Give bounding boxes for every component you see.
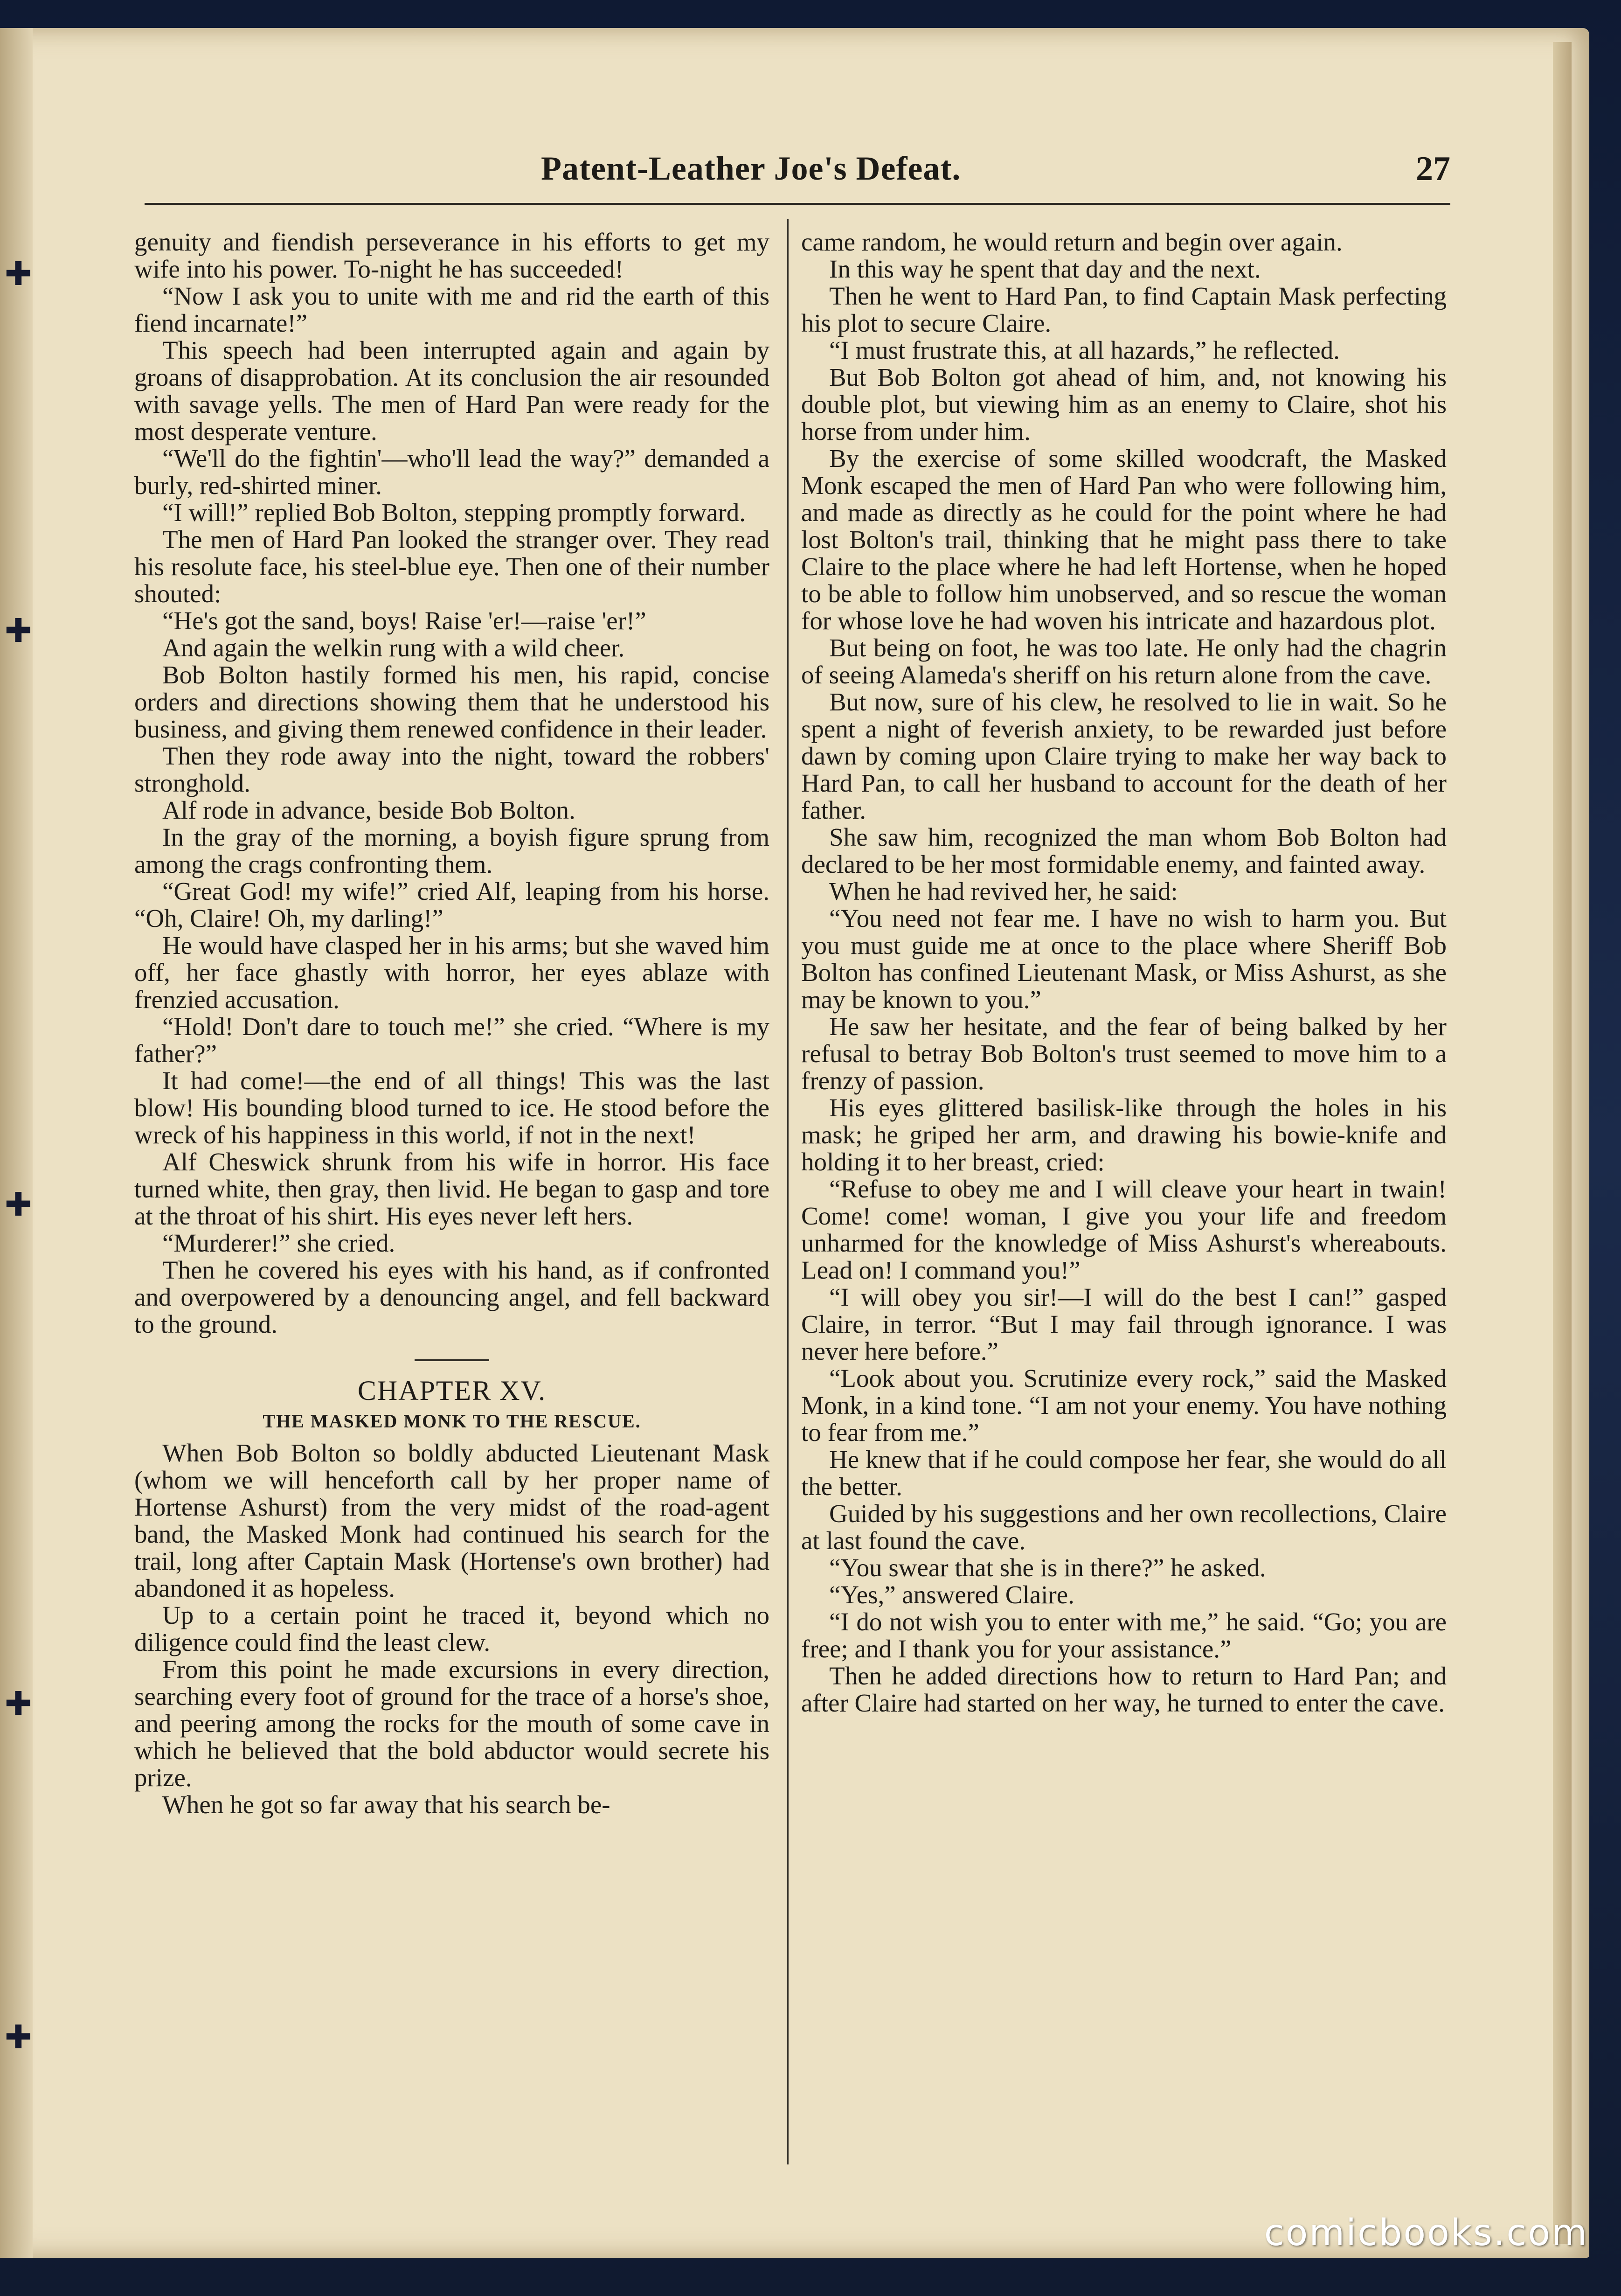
paragraph: Then they rode away into the night, toward the robbers' stronghold. (134, 742, 769, 797)
paragraph: “He's got the sand, boys! Raise 'er!—raise 'er!” (162, 606, 646, 635)
paragraph: “I will obey you sir!—I will do the best I can!” gasped Claire, in terror. “But I may fail through ignorance. I was never here before.” (801, 1283, 1447, 1365)
paragraph: By the exercise of some skilled woodcraft, the Masked Monk escaped the men of Hard Pan who were following him, and made as directly as he could for the point where he had lost Bolton's trail, thinking that he might pass there to take Claire to the place where he had left Hortense, when he hoped to be able to follow him unobserved, and so rescue the woman for whose love he had woven his intricate and hazardous plot. (801, 444, 1447, 635)
paragraph: His eyes glittered basilisk-like through the holes in his mask; he griped her arm, and drawing his bowie-knife and holding it to her breast, cried: (801, 1093, 1447, 1176)
paragraph: genuity and fiendish perseverance in his efforts to get my wife into his power. To-night he has succeeded! (134, 228, 769, 283)
paragraph: “Look about you. Scrutinize every rock,” said the Masked Monk, in a kind tone. “I am not your enemy. You have nothing to fear from me.” (801, 1364, 1447, 1447)
running-header (135, 140, 1450, 205)
paragraph: But being on foot, he was too late. He only had the chagrin of seeing Alameda's sheriff on his return alone from the cave. (801, 633, 1447, 689)
paragraph: “Hold! Don't dare to touch me!” she cried. “Where is my father?” (134, 1012, 769, 1068)
paragraph: It had come!—the end of all things! This was the last blow! His bounding blood turned to ice. He stood before the wreck of his happiness in this world, if not in the next! (134, 1066, 769, 1149)
page-title: Patent-Leather Joe's Defeat. (541, 150, 961, 187)
page-edge (1553, 42, 1572, 2244)
paragraph: Alf Cheswick shrunk from his wife in horror. His face turned white, then gray, then livid. He began to gasp and tore at the throat of his shirt. His eyes never left hers. (134, 1148, 769, 1230)
paragraph: In this way he spent that day and the next. (829, 255, 1261, 283)
paragraph: But Bob Bolton got ahead of him, and, not knowing his double plot, but viewing him as an enemy to Claire, shot his horse from under him. (801, 363, 1447, 445)
page-binding (0, 28, 33, 2258)
paragraph: Up to a certain point he traced it, beyond which no diligence could find the least clew. (134, 1601, 769, 1656)
column-divider (787, 219, 789, 2164)
paragraph: She saw him, recognized the man whom Bob Bolton had declared to be her most formidable enemy, and fainted away. (801, 823, 1447, 878)
left-column (134, 229, 769, 1818)
paragraph: He knew that if he could compose her fear, she would do all the better. (801, 1445, 1447, 1501)
paragraph: And again the welkin rung with a wild cheer. (162, 633, 625, 662)
paragraph: Alf rode in advance, beside Bob Bolton. (162, 796, 575, 824)
paragraph: “You swear that she is in there?” he asked. (829, 1553, 1266, 1582)
paragraph: He would have clasped her in his arms; but she waved him off, her face ghastly with horror, her eyes ablaze with frenzied accusation. (134, 931, 769, 1014)
paragraph: But now, sure of his clew, he resolved to lie in wait. So he spent a night of feverish anxiety, to be rewarded just before dawn by coming upon Claire trying to make her way back to Hard Pan, to call her husband to account for the death of her father. (801, 688, 1447, 824)
paragraph: “Murderer!” she cried. (162, 1229, 395, 1257)
paragraph: “Refuse to obey me and I will cleave your heart in twain! Come! come! woman, I give you your life and freedom unharmed for the knowledge of Miss Ashurst's whereabouts. Lead on! I command you!” (801, 1175, 1447, 1284)
paragraph: “I must frustrate this, at all hazards,” he reflected. (829, 336, 1340, 364)
paragraph: When he got so far away that his search be- (162, 1790, 610, 1819)
paragraph: Then he covered his eyes with his hand, as if confronted and overpowered by a denouncing angel, and fell backward to the ground. (134, 1256, 769, 1338)
paragraph: “I will!” replied Bob Bolton, stepping promptly forward. (162, 498, 746, 527)
paragraph: came random, he would return and begin over again. (801, 228, 1343, 256)
paragraph: Bob Bolton hastily formed his men, his rapid, concise orders and directions showing them that he understood his business, and giving them renewed confidence in their leader. (134, 661, 769, 743)
paragraph: In the gray of the morning, a boyish figure sprung from among the crags confronting them. (134, 823, 769, 878)
paragraph: From this point he made excursions in every direction, searching every foot of ground for the trace of a horse's shoe, and peering among the rocks for the mouth of some cave in which he believed that the bold abductor would secrete his prize. (134, 1655, 769, 1792)
chapter-subtitle: THE MASKED MONK TO THE RESCUE. (263, 1411, 641, 1432)
header-rule (145, 203, 1450, 205)
binding-stitch-icon: ✚ (5, 612, 32, 650)
paragraph: When Bob Bolton so boldly abducted Lieutenant Mask (whom we will henceforth call by her proper name of Hortense Ashurst) from the very midst of the road-agent band, the Masked Monk had continued his search for the trail, long after Captain Mask (Hortense's own brother) had abandoned it as hopeless. (134, 1439, 769, 1602)
binding-stitch-icon: ✚ (5, 1185, 32, 1224)
paragraph: “Yes,” answered Claire. (829, 1580, 1074, 1609)
watermark: comicbooks.com (1264, 2212, 1588, 2254)
paragraph: Then he went to Hard Pan, to find Captain Mask perfecting his plot to secure Claire. (801, 282, 1447, 337)
paragraph: “I do not wish you to enter with me,” he said. “Go; you are free; and I thank you for your assistance.” (801, 1607, 1447, 1663)
chapter-separator (415, 1359, 489, 1361)
paragraph: Guided by his suggestions and her own recollections, Claire at last found the cave. (801, 1499, 1447, 1555)
binding-stitch-icon: ✚ (5, 1684, 32, 1723)
binding-stitch-icon: ✚ (5, 255, 32, 293)
right-column (801, 229, 1447, 1717)
paragraph: “Great God! my wife!” cried Alf, leaping from his horse. “Oh, Claire! Oh, my darling!” (134, 877, 769, 932)
paragraph: “We'll do the fightin'—who'll lead the way?” demanded a burly, red-shirted miner. (134, 444, 769, 500)
paragraph: When he had revived her, he said: (829, 877, 1178, 905)
paragraph: Then he added directions how to return to Hard Pan; and after Claire had started on her way, he turned to enter the cave. (801, 1662, 1447, 1717)
paragraph: This speech had been interrupted again and again by groans of disapprobation. At its conclusion the air resounded with savage yells. The men of Hard Pan were ready for the most desperate venture. (134, 336, 769, 445)
paragraph: “You need not fear me. I have no wish to harm you. But you must guide me at once to the place where Sheriff Bob Bolton has confined Lieutenant Mask, or Miss Ashurst, as she may be known to you.” (801, 904, 1447, 1014)
paragraph: “Now I ask you to unite with me and rid the earth of this fiend incarnate!” (134, 282, 769, 337)
page-number: 27 (1416, 150, 1450, 188)
chapter-heading: CHAPTER XV. (357, 1375, 547, 1406)
paragraph: The men of Hard Pan looked the stranger over. They read his resolute face, his steel-blue eye. Then one of their number shouted: (134, 525, 769, 608)
binding-stitch-icon: ✚ (5, 2018, 32, 2056)
paragraph: He saw her hesitate, and the fear of being balked by her refusal to betray Bob Bolton's trust seemed to move him to a frenzy of passion. (801, 1012, 1447, 1095)
